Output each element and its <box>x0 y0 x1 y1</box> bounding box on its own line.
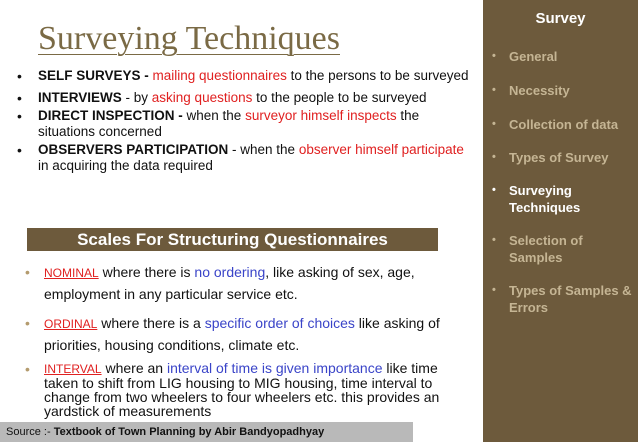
nav-item-surveying-techniques[interactable]: • Surveying Techniques <box>483 182 638 216</box>
nav-item-collection-of-data[interactable]: • Collection of data <box>483 116 638 133</box>
method-direct-inspection <box>14 108 474 140</box>
sidebar-title: Survey <box>535 10 586 27</box>
scale-text: where there is a <box>97 315 205 331</box>
scale-highlight: interval of time is given importance <box>166 360 383 376</box>
nav-item-types-of-survey[interactable]: • Types of Survey <box>483 149 638 166</box>
method-label: INTERVIEWS <box>38 90 122 105</box>
method-text: - by <box>121 90 152 105</box>
method-text: when the <box>186 108 246 123</box>
method-text: to the persons to be surveyed <box>286 68 469 83</box>
scale-term: NOMINAL <box>44 266 99 280</box>
scale-text: like time taken to shift from LIG housing to MIG housing, time interval to change from two wheelers to four wheelers etc. this provides an yardstick of measurements <box>44 360 440 419</box>
survey-methods-list <box>14 68 474 180</box>
scales-list <box>24 262 474 418</box>
method-observers-participation <box>14 142 474 174</box>
slide-title: Surveying Techniques <box>38 20 340 57</box>
method-label: DIRECT INSPECTION - <box>38 108 187 123</box>
source-footer <box>0 422 413 442</box>
nav-item-general[interactable]: • General <box>483 48 638 65</box>
scales-heading: Scales For Structuring Questionnaires <box>27 228 438 251</box>
scale-text: where an <box>101 360 167 376</box>
scale-term: ORDINAL <box>44 317 98 331</box>
scale-nominal <box>24 262 474 305</box>
method-self-surveys <box>14 68 474 84</box>
method-interviews <box>14 90 474 106</box>
scale-highlight: specific order of choices <box>204 315 355 331</box>
nav-item-necessity[interactable]: • Necessity <box>483 82 638 99</box>
method-highlight: mailing questionnaires <box>152 68 287 83</box>
scale-term: INTERVAL <box>44 362 102 376</box>
scale-text: where there is <box>98 264 195 280</box>
nav-item-selection-of-samples[interactable]: • Selection of Samples <box>483 232 638 266</box>
method-text: the situations concerned <box>38 108 420 139</box>
scale-interval <box>24 361 474 418</box>
method-highlight: surveyor himself inspects <box>245 108 397 123</box>
scale-highlight: no ordering <box>194 264 266 280</box>
scale-text: , like asking of sex, age, employment in any particular service etc. <box>44 264 415 302</box>
nav-item-types-of-samples[interactable]: • Types of Samples & Errors <box>483 282 638 316</box>
method-text: in acquiring the data required <box>38 158 213 173</box>
source-text: Textbook of Town Planning by Abir Bandyopadhyay <box>53 426 325 438</box>
method-text: to the people to be surveyed <box>252 90 427 105</box>
source-prefix: Source :- <box>6 426 54 438</box>
method-label: SELF SURVEYS - <box>38 68 153 83</box>
scale-text: like asking of priorities, housing conditions, climate etc. <box>44 315 440 353</box>
method-text: - when the <box>228 142 299 157</box>
method-label: OBSERVERS PARTICIPATION <box>38 142 229 157</box>
sidebar <box>483 0 638 442</box>
method-highlight: observer himself participate <box>298 142 464 157</box>
scale-ordinal <box>24 313 474 356</box>
method-highlight: asking questions <box>151 90 253 105</box>
